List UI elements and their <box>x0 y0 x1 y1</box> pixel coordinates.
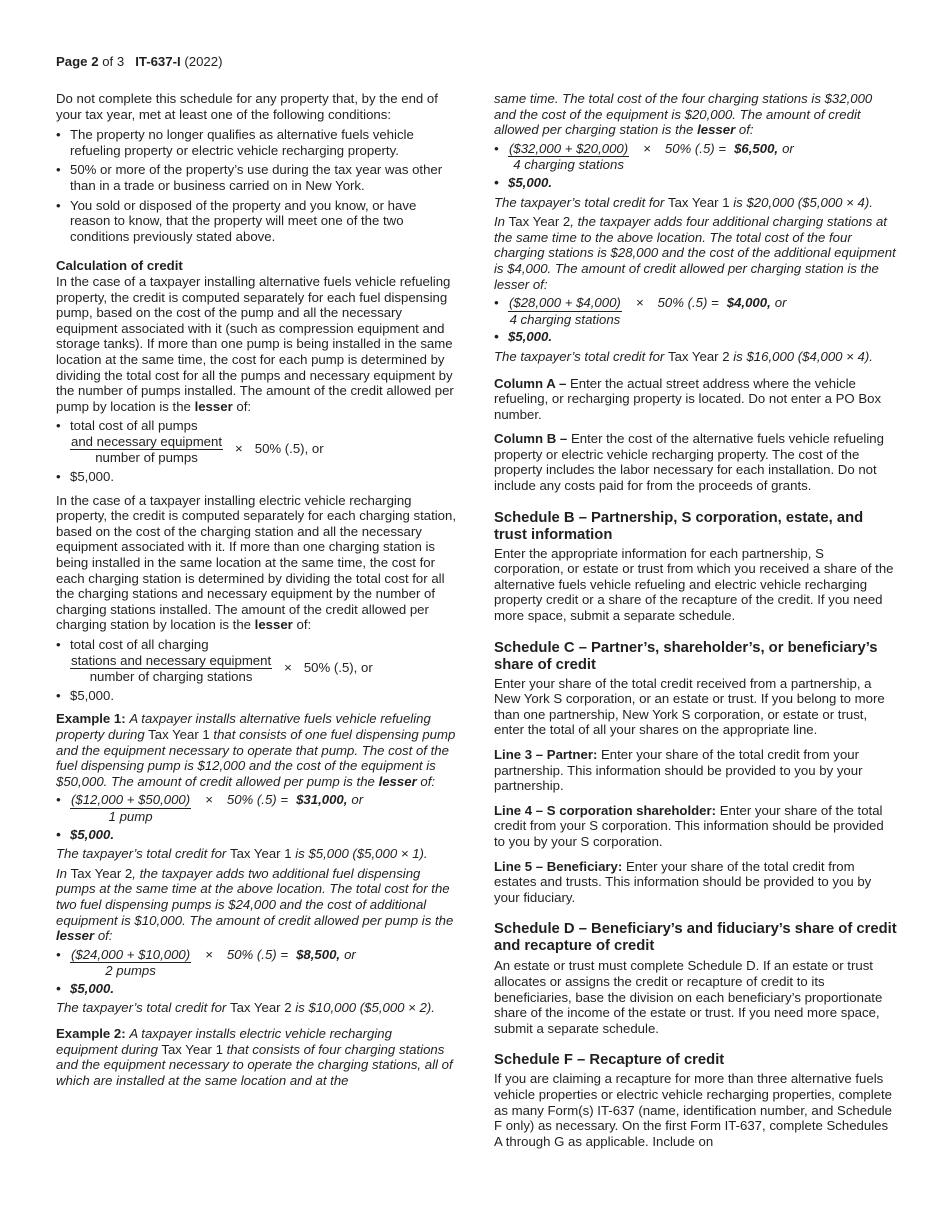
cap-item: • $5,000. <box>56 826 114 842</box>
schedule-f-title: Schedule F – Recapture of credit <box>494 1052 725 1069</box>
column-b-instructions: Column B – Enter the cost of the alternative fuels vehicle refueling property or electric vehicle recharging property. The cost of the property includes the labor necessary for each installation. Do not include any costs paid for from the proceeds of grants. <box>494 431 884 494</box>
example-2: Example 2: A taxpayer installs electric vehicle recharging equipment during Tax Year 1 that consists of four charging stations and the equipment necessary to operate the charging stations, all of which are installed at the same location and at the <box>56 1026 453 1088</box>
line-4-instructions: Line 4 – S corporation shareholder: Enter your share of the total credit from your S corporation. This information should be provided to you by your S corporation. <box>494 802 884 849</box>
schedule-b-text: Enter the appropriate information for each partnership, S corporation, or estate or trust from which you received a share of the alternative fuels vehicle refueling and electric vehicle recharging property credit or a share of the recapture of the credit. If you need more space, submit a separate schedule. <box>494 545 894 624</box>
example-1-continued: In Tax Year 2, the taxpayer adds two additional fuel dispensing pumps at the same time at the above location. The total cost for the two fuel dispensing pumps is $24,000 and the cost of additional equipment is $10,000. The amount of credit allowed per pump is the lesser of: <box>56 865 454 944</box>
cap-item: • $5,000. <box>56 687 114 703</box>
form-year: (2022) <box>184 54 223 69</box>
schedule-c-text: Enter your share of the total credit received from a partnership, a New York S corporation, or an estate or trust. If you belong to more than one partnership, New York S corporation, or estate or trust, enter the total of all your shares on the appropriate line. <box>494 675 885 738</box>
formula-example-1: • $\frac{(\$12,000 + \$50,000)}{\text{1 pump}}$ × 50% (.5) = $31,000, or <box>56 792 364 824</box>
example-2-continued: same time. The total cost of the four charging stations is $32,000 and the cost of the equipment is $20,000. The amount of credit allowed per charging station is the lesser of: <box>494 91 873 138</box>
calc-paragraph-stations: In the case of a taxpayer installing electric vehicle recharging property, the credit is computed separately for each charging station, based on the cost of the charging station and all the necessary equipment associated with it. If more than one charging station is being installed in the same location at the same time, the cost for each charging station is determined by dividing the total cost for all the charging stations and necessary equipment by the number of charging stations installed. The amount of the credit allowed per charging station by location is the lesser of: <box>56 492 456 633</box>
left-column <box>56 91 456 1088</box>
formula-pumps: • total cost of all pumps $\frac{\text{and necessary equipment}}{\text{number of pumps}}$ × 50% (.5), or <box>56 418 324 466</box>
page-label: Page <box>56 54 88 69</box>
total-credit-4: The taxpayer’s total credit for Tax Year 2 is $16,000 ($4,000 × 4). <box>494 348 873 364</box>
condition-item: • You sold or disposed of the property and you know, or have reason to know, that the property will meet one of the two conditions previously stated above. <box>56 197 417 244</box>
line-3-instructions: Line 3 – Partner: Enter your share of the total credit from your partnership. This information should be provided to you by your partnership. <box>494 747 863 794</box>
schedule-d-text: An estate or trust must complete Schedule D. If an estate or trust allocates or assigns the credit or recapture of credit to its beneficiaries, base the division on each beneficiary’s proportionate share of the income of the estate or trust. If you need more space, submit a separate schedule. <box>494 958 883 1036</box>
formula-example-2: • $\frac{(\$32,000 + \$20,000)}{\text{4 charging stations}}$ × 50% (.5) = $6,500, or <box>494 140 794 173</box>
cap-item: • $5,000. <box>494 329 552 345</box>
formula-example-2b: • $\frac{(\$28,000 + \$4,000)}{\text{4 charging stations}}$ × 50% (.5) = $4,000, or <box>494 295 787 327</box>
schedule-f-text: If you are claiming a recapture for more than three alternative fuels vehicle properties or electric vehicle recharging properties, complete as many Form(s) IT-637 (name, identification number, and Schedule F only) as necessary. On the first Form IT-637, complete Schedules A through G as applicable. Include on <box>494 1071 893 1149</box>
total-credit-1: The taxpayer’s total credit for Tax Year 1 is $5,000 ($5,000 × 1). <box>56 846 428 862</box>
example-2-year-2: In Tax Year 2, the taxpayer adds four additional charging stations at the same time to the above location. The total cost of the four charging stations is $28,000 and the cost of the additional equipment is $4,000. The amount of credit allowed per charging station is the lesser of: <box>494 214 896 292</box>
page-number: 2 <box>91 54 99 69</box>
condition-item: • 50% or more of the property’s use during the tax year was other than in a trade or business carried on in New York. <box>56 162 443 193</box>
schedule-b-title: Schedule B – Partnership, S corporation, estate, and trust information <box>494 509 864 543</box>
schedule-c-title: Schedule C – Partner’s, shareholder’s, or beneficiary’s share of credit <box>494 639 878 673</box>
cap-item: • $5,000. <box>56 469 114 485</box>
condition-item: • The property no longer qualifies as alternative fuels vehicle refueling property or electric vehicle recharging property. <box>56 127 414 158</box>
page-of: of 3 <box>102 54 125 69</box>
intro-paragraph: Do not complete this schedule for any property that, by the end of your tax year, met at least one of the following conditions: <box>56 91 438 122</box>
schedule-d-title: Schedule D – Beneficiary’s and fiduciary’s share of credit and recapture of credit <box>494 921 897 955</box>
line-5-instructions: Line 5 – Beneficiary: Enter your share of the total credit from estates and trusts. This information should be provided to you by your fiduciary. <box>494 858 872 905</box>
formula-stations: • total cost of all charging $\frac{\text{stations and necessary equipment}}{\text{number of charging stations}}$ × 50% (.5), or <box>56 637 373 685</box>
page-header <box>56 54 222 70</box>
total-credit-2: The taxpayer’s total credit for Tax Year 2 is $10,000 ($5,000 × 2). <box>56 1000 435 1016</box>
calc-heading: Calculation of credit <box>56 258 183 274</box>
formula-example-1b: • $\frac{(\$24,000 + \$10,000)}{\text{2 pumps}}$ × 50% (.5) = $8,500, or <box>56 946 356 979</box>
example-1: Example 1: A taxpayer installs alternative fuels vehicle refueling property during Tax Year 1 that consists of one fuel dispensing pump and the equipment necessary to operate that pump. The cost of the fuel dispensing pump is $12,000 and the cost of the equipment is $50,000. The amount of credit allowed per pump is the lesser of: <box>56 711 456 789</box>
form-id: IT-637-I <box>135 54 181 69</box>
total-credit-3: The taxpayer’s total credit for Tax Year 1 is $20,000 ($5,000 × 4). <box>494 194 873 210</box>
cap-item: • $5,000. <box>494 174 552 190</box>
calc-paragraph-pumps: In the case of a taxpayer installing alternative fuels vehicle refueling property, the credit is computed separately for each fuel dispensing pump, based on the cost of the pump and all the necessary equipment associated with it (such as compression equipment and storage tanks). If more than one pump is being installed in the same location at the same time, the cost for each pump is determined by dividing the total cost for all the pumps and necessary equipment by the number of pumps installed. The amount of the credit allowed per pump by location is the lesser of: <box>56 273 454 414</box>
right-column <box>494 91 897 1158</box>
cap-item: • $5,000. <box>56 980 114 996</box>
column-a-instructions: Column A – Enter the actual street address where the vehicle refueling, or recharging property is located. Do not enter a PO Box number. <box>494 375 882 422</box>
